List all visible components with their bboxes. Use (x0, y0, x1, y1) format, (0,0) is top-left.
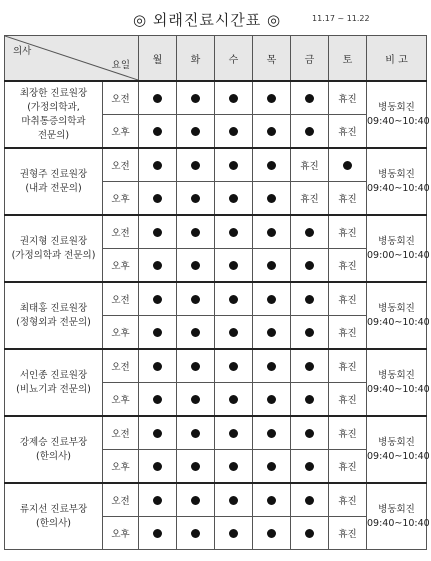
session-label: 오전 (103, 416, 139, 450)
doctor-info-line: 서인종 진료원장 (19, 369, 88, 381)
open-dot-icon (267, 529, 276, 538)
note-line: 병동회진 (378, 235, 415, 247)
session-label: 오후 (103, 450, 139, 484)
open-dot-icon (267, 328, 276, 337)
open-dot-icon (191, 462, 200, 471)
doctor-info-line: 마취통증의학과 (21, 115, 86, 127)
open-dot-icon (229, 228, 238, 237)
schedule-cell-sat (329, 115, 367, 149)
note-cell (367, 282, 430, 349)
day-header-tue: 화 (177, 36, 215, 82)
schedule-row (5, 81, 427, 115)
schedule-cell-thu (253, 249, 291, 283)
open-dot-icon (191, 194, 200, 203)
closed-label: 휴진 (338, 429, 357, 440)
open-dot-icon (229, 127, 238, 136)
closed-label: 휴진 (338, 295, 357, 306)
schedule-cell-tue (177, 282, 215, 316)
open-dot-icon (267, 295, 276, 304)
schedule-cell-fri (291, 416, 329, 450)
closed-label: 휴진 (300, 194, 319, 205)
schedule-cell-mon (139, 316, 177, 350)
doctor-info-line: (내과 전문의) (25, 182, 82, 194)
closed-label: 휴진 (338, 261, 357, 272)
open-dot-icon (191, 261, 200, 270)
schedule-cell-mon (139, 483, 177, 517)
schedule-cell-thu (253, 81, 291, 115)
header-row (5, 36, 427, 82)
schedule-cell-tue (177, 316, 215, 350)
doctor-info-line: (가정의학과 전문의) (11, 249, 96, 261)
doctor-info-line: 류지선 진료부장 (19, 503, 88, 515)
open-dot-icon (229, 94, 238, 103)
open-dot-icon (191, 328, 200, 337)
doctor-header-label: 의사 (13, 46, 32, 57)
open-dot-icon (267, 261, 276, 270)
open-dot-icon (267, 228, 276, 237)
open-dot-icon (267, 94, 276, 103)
closed-label: 휴진 (338, 127, 357, 138)
open-dot-icon (305, 462, 314, 471)
schedule-cell-mon (139, 517, 177, 550)
open-dot-icon (229, 261, 238, 270)
open-dot-icon (153, 395, 162, 404)
schedule-cell-thu (253, 450, 291, 484)
doctor-info-line: (가정의학과, (27, 101, 80, 113)
doctor-cell (5, 349, 103, 416)
day-header-thu: 목 (253, 36, 291, 82)
schedule-cell-fri (291, 349, 329, 383)
closed-label: 휴진 (338, 462, 357, 473)
schedule-cell-mon (139, 148, 177, 182)
open-dot-icon (153, 295, 162, 304)
schedule-cell-wed (215, 349, 253, 383)
day-header-fri: 금 (291, 36, 329, 82)
schedule-cell-wed (215, 182, 253, 216)
schedule-cell-fri (291, 316, 329, 350)
schedule-cell-fri (291, 517, 329, 550)
doctor-cell (5, 483, 103, 550)
open-dot-icon (191, 362, 200, 371)
closed-label: 휴진 (338, 496, 357, 507)
note-header: 비 고 (367, 36, 427, 82)
open-dot-icon (305, 261, 314, 270)
note-line: 09:40~10:40 (367, 115, 430, 127)
schedule-cell-wed (215, 148, 253, 182)
doctor-cell (5, 215, 103, 282)
schedule-cell-sat (329, 517, 367, 550)
schedule-cell-thu (253, 148, 291, 182)
doctor-info-line: (한의사) (36, 450, 71, 462)
open-dot-icon (305, 429, 314, 438)
open-dot-icon (229, 429, 238, 438)
schedule-cell-thu (253, 416, 291, 450)
session-label: 오전 (103, 483, 139, 517)
schedule-row (5, 416, 427, 450)
open-dot-icon (305, 496, 314, 505)
schedule-cell-tue (177, 349, 215, 383)
open-dot-icon (153, 94, 162, 103)
doctor-info-line: 강제승 진료부장 (19, 436, 88, 448)
open-dot-icon (267, 194, 276, 203)
schedule-cell-sat (329, 282, 367, 316)
day-header-label: 요일 (111, 60, 130, 71)
doctor-info-line: (비뇨기과 전문의) (16, 383, 91, 395)
schedule-cell-tue (177, 182, 215, 216)
note-line: 병동회진 (378, 168, 415, 180)
open-dot-icon (153, 328, 162, 337)
schedule-cell-tue (177, 215, 215, 249)
corner-header-cell (5, 36, 139, 82)
schedule-cell-fri (291, 483, 329, 517)
schedule-cell-wed (215, 416, 253, 450)
open-dot-icon (267, 161, 276, 170)
open-dot-icon (191, 529, 200, 538)
schedule-cell-wed (215, 115, 253, 149)
note-line: 병동회진 (378, 101, 415, 113)
open-dot-icon (267, 462, 276, 471)
note-line: 09:40~10:40 (367, 316, 430, 328)
schedule-cell-mon (139, 282, 177, 316)
day-header-wed: 수 (215, 36, 253, 82)
schedule-cell-thu (253, 282, 291, 316)
session-label: 오후 (103, 517, 139, 550)
session-label: 오전 (103, 215, 139, 249)
open-dot-icon (305, 94, 314, 103)
open-dot-icon (305, 529, 314, 538)
note-cell (367, 148, 430, 215)
schedule-row (5, 282, 427, 316)
open-dot-icon (191, 94, 200, 103)
schedule-cell-fri (291, 148, 329, 182)
note-line: 병동회진 (378, 436, 415, 448)
schedule-cell-fri (291, 450, 329, 484)
schedule-cell-fri (291, 282, 329, 316)
schedule-cell-wed (215, 383, 253, 417)
open-dot-icon (305, 328, 314, 337)
open-dot-icon (305, 395, 314, 404)
session-label: 오전 (103, 81, 139, 115)
closed-label: 휴진 (338, 395, 357, 406)
schedule-cell-tue (177, 383, 215, 417)
doctor-info-line: 권형주 진료원장 (19, 168, 88, 180)
doctor-info-line: 최장한 진료원장 (19, 87, 88, 99)
schedule-cell-fri (291, 182, 329, 216)
schedule-cell-sat (329, 182, 367, 216)
schedule-cell-tue (177, 450, 215, 484)
schedule-cell-wed (215, 316, 253, 350)
note-line: 09:40~10:40 (367, 182, 430, 194)
open-dot-icon (229, 295, 238, 304)
note-cell (367, 215, 430, 282)
doctor-cell (5, 81, 103, 148)
schedule-cell-mon (139, 416, 177, 450)
schedule-cell-tue (177, 81, 215, 115)
open-dot-icon (305, 295, 314, 304)
schedule-cell-thu (253, 383, 291, 417)
session-label: 오후 (103, 115, 139, 149)
doctor-cell (5, 416, 103, 483)
schedule-cell-wed (215, 215, 253, 249)
open-dot-icon (267, 429, 276, 438)
session-label: 오후 (103, 383, 139, 417)
schedule-cell-mon (139, 383, 177, 417)
schedule-table (4, 35, 430, 550)
open-dot-icon (229, 362, 238, 371)
schedule-cell-fri (291, 81, 329, 115)
day-header-sat: 토 (329, 36, 367, 82)
schedule-cell-tue (177, 115, 215, 149)
session-label: 오전 (103, 282, 139, 316)
schedule-cell-fri (291, 115, 329, 149)
closed-label: 휴진 (300, 161, 319, 172)
page-title: ◎ 외래진료시간표 ◎ (133, 11, 282, 29)
session-label: 오후 (103, 182, 139, 216)
open-dot-icon (229, 462, 238, 471)
schedule-cell-mon (139, 450, 177, 484)
open-dot-icon (267, 395, 276, 404)
open-dot-icon (267, 362, 276, 371)
schedule-row (5, 148, 427, 182)
doctor-cell (5, 148, 103, 215)
schedule-cell-mon (139, 215, 177, 249)
note-line: 09:40~10:40 (367, 517, 430, 529)
open-dot-icon (191, 127, 200, 136)
closed-label: 휴진 (338, 529, 357, 540)
closed-label: 휴진 (338, 94, 357, 105)
doctor-info-line: 권지형 진료원장 (19, 235, 88, 247)
schedule-cell-mon (139, 249, 177, 283)
closed-label: 휴진 (338, 328, 357, 339)
schedule-cell-thu (253, 349, 291, 383)
schedule-cell-thu (253, 483, 291, 517)
schedule-row (5, 483, 427, 517)
note-line: 09:00~10:40 (367, 249, 430, 261)
schedule-cell-thu (253, 182, 291, 216)
schedule-cell-sat (329, 316, 367, 350)
open-dot-icon (305, 362, 314, 371)
schedule-cell-sat (329, 81, 367, 115)
schedule-row (5, 349, 427, 383)
open-dot-icon (305, 127, 314, 136)
open-dot-icon (191, 429, 200, 438)
schedule-cell-sat (329, 349, 367, 383)
note-line: 병동회진 (378, 369, 415, 381)
note-cell (367, 349, 430, 416)
schedule-cell-sat (329, 416, 367, 450)
open-dot-icon (153, 161, 162, 170)
open-dot-icon (153, 529, 162, 538)
note-cell (367, 416, 430, 483)
open-dot-icon (153, 127, 162, 136)
note-line: 09:40~10:40 (367, 383, 430, 395)
schedule-cell-fri (291, 215, 329, 249)
open-dot-icon (305, 228, 314, 237)
open-dot-icon (153, 362, 162, 371)
schedule-cell-sat (329, 215, 367, 249)
open-dot-icon (229, 194, 238, 203)
schedule-cell-sat (329, 249, 367, 283)
date-range: 11.17 ~ 11.22 (312, 14, 370, 23)
open-dot-icon (191, 161, 200, 170)
open-dot-icon (267, 496, 276, 505)
schedule-cell-wed (215, 81, 253, 115)
open-dot-icon (191, 395, 200, 404)
page-header (0, 9, 431, 29)
schedule-cell-tue (177, 148, 215, 182)
session-label: 오전 (103, 148, 139, 182)
open-dot-icon (191, 228, 200, 237)
open-dot-icon (229, 328, 238, 337)
schedule-cell-tue (177, 517, 215, 550)
closed-label: 휴진 (338, 362, 357, 373)
session-label: 오후 (103, 249, 139, 283)
schedule-row (5, 215, 427, 249)
doctor-info-line: 전문의) (37, 129, 70, 141)
schedule-cell-wed (215, 249, 253, 283)
open-dot-icon (229, 496, 238, 505)
closed-label: 휴진 (338, 228, 357, 239)
schedule-cell-thu (253, 215, 291, 249)
note-cell (367, 81, 430, 148)
schedule-cell-wed (215, 483, 253, 517)
doctor-info-line: 최태홍 진료원장 (19, 302, 88, 314)
open-dot-icon (343, 161, 352, 170)
closed-label: 휴진 (338, 194, 357, 205)
schedule-cell-thu (253, 115, 291, 149)
schedule-cell-sat (329, 483, 367, 517)
open-dot-icon (229, 529, 238, 538)
schedule-cell-tue (177, 416, 215, 450)
schedule-cell-wed (215, 517, 253, 550)
note-line: 병동회진 (378, 302, 415, 314)
session-label: 오후 (103, 316, 139, 350)
schedule-cell-thu (253, 316, 291, 350)
open-dot-icon (153, 429, 162, 438)
schedule-cell-thu (253, 517, 291, 550)
schedule-cell-mon (139, 81, 177, 115)
schedule-cell-sat (329, 450, 367, 484)
note-line: 병동회진 (378, 503, 415, 515)
day-header-mon: 월 (139, 36, 177, 82)
schedule-cell-sat (329, 148, 367, 182)
doctor-info-line: (정형외과 전문의) (16, 316, 91, 328)
schedule-cell-tue (177, 249, 215, 283)
open-dot-icon (229, 395, 238, 404)
open-dot-icon (191, 496, 200, 505)
schedule-cell-fri (291, 249, 329, 283)
schedule-cell-mon (139, 115, 177, 149)
schedule-cell-mon (139, 349, 177, 383)
schedule-cell-tue (177, 483, 215, 517)
open-dot-icon (153, 261, 162, 270)
schedule-cell-wed (215, 282, 253, 316)
doctor-info-line: (한의사) (36, 517, 71, 529)
open-dot-icon (267, 127, 276, 136)
note-line: 09:40~10:40 (367, 450, 430, 462)
schedule-cell-sat (329, 383, 367, 417)
schedule-cell-mon (139, 182, 177, 216)
open-dot-icon (153, 462, 162, 471)
open-dot-icon (229, 161, 238, 170)
schedule-cell-fri (291, 383, 329, 417)
open-dot-icon (191, 295, 200, 304)
open-dot-icon (153, 228, 162, 237)
open-dot-icon (153, 496, 162, 505)
schedule-body (5, 81, 430, 550)
note-cell (367, 483, 430, 550)
doctor-cell (5, 282, 103, 349)
open-dot-icon (153, 194, 162, 203)
session-label: 오전 (103, 349, 139, 383)
schedule-cell-wed (215, 450, 253, 484)
